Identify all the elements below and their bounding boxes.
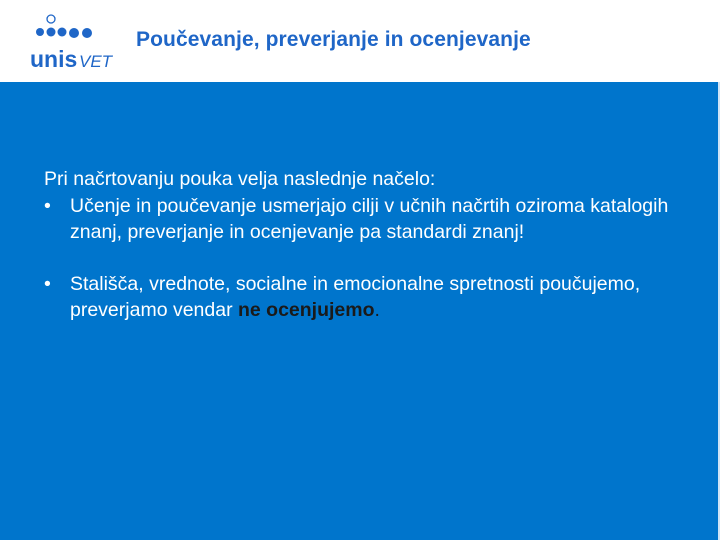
bullet-text: Stališča, vrednote, socialne in emocionalne spretnosti poučujemo, preverjamo vendar (70, 273, 641, 321)
page-title: Poučevanje, preverjanje in ocenjevanje (136, 28, 531, 51)
intro-text: Pri načrtovanju pouka velja naslednje načelo: (44, 168, 436, 190)
slide-body (44, 166, 684, 323)
bullet-item (44, 193, 684, 245)
svg-text:unis: unis (30, 46, 78, 72)
bullet-dot: • (44, 273, 51, 295)
svg-text:VET: VET (79, 52, 113, 71)
bullet-item (44, 271, 684, 323)
content-panel (0, 82, 720, 540)
slide-header (0, 0, 720, 82)
bullet-text: Učenje in poučevanje usmerjajo cilji v učnih načrtih oziroma katalogih znanj, preverjanje in ocenjevanje pa standardi znanj! (70, 195, 669, 243)
bullet-period: . (374, 299, 380, 321)
unisvet-logo (30, 12, 135, 74)
bullet-dot: • (44, 195, 51, 217)
unisvet-logo-graphic (30, 12, 135, 74)
bullet-emphasis: ne ocenjujemo (238, 299, 375, 321)
content-panel-inner (0, 82, 720, 540)
